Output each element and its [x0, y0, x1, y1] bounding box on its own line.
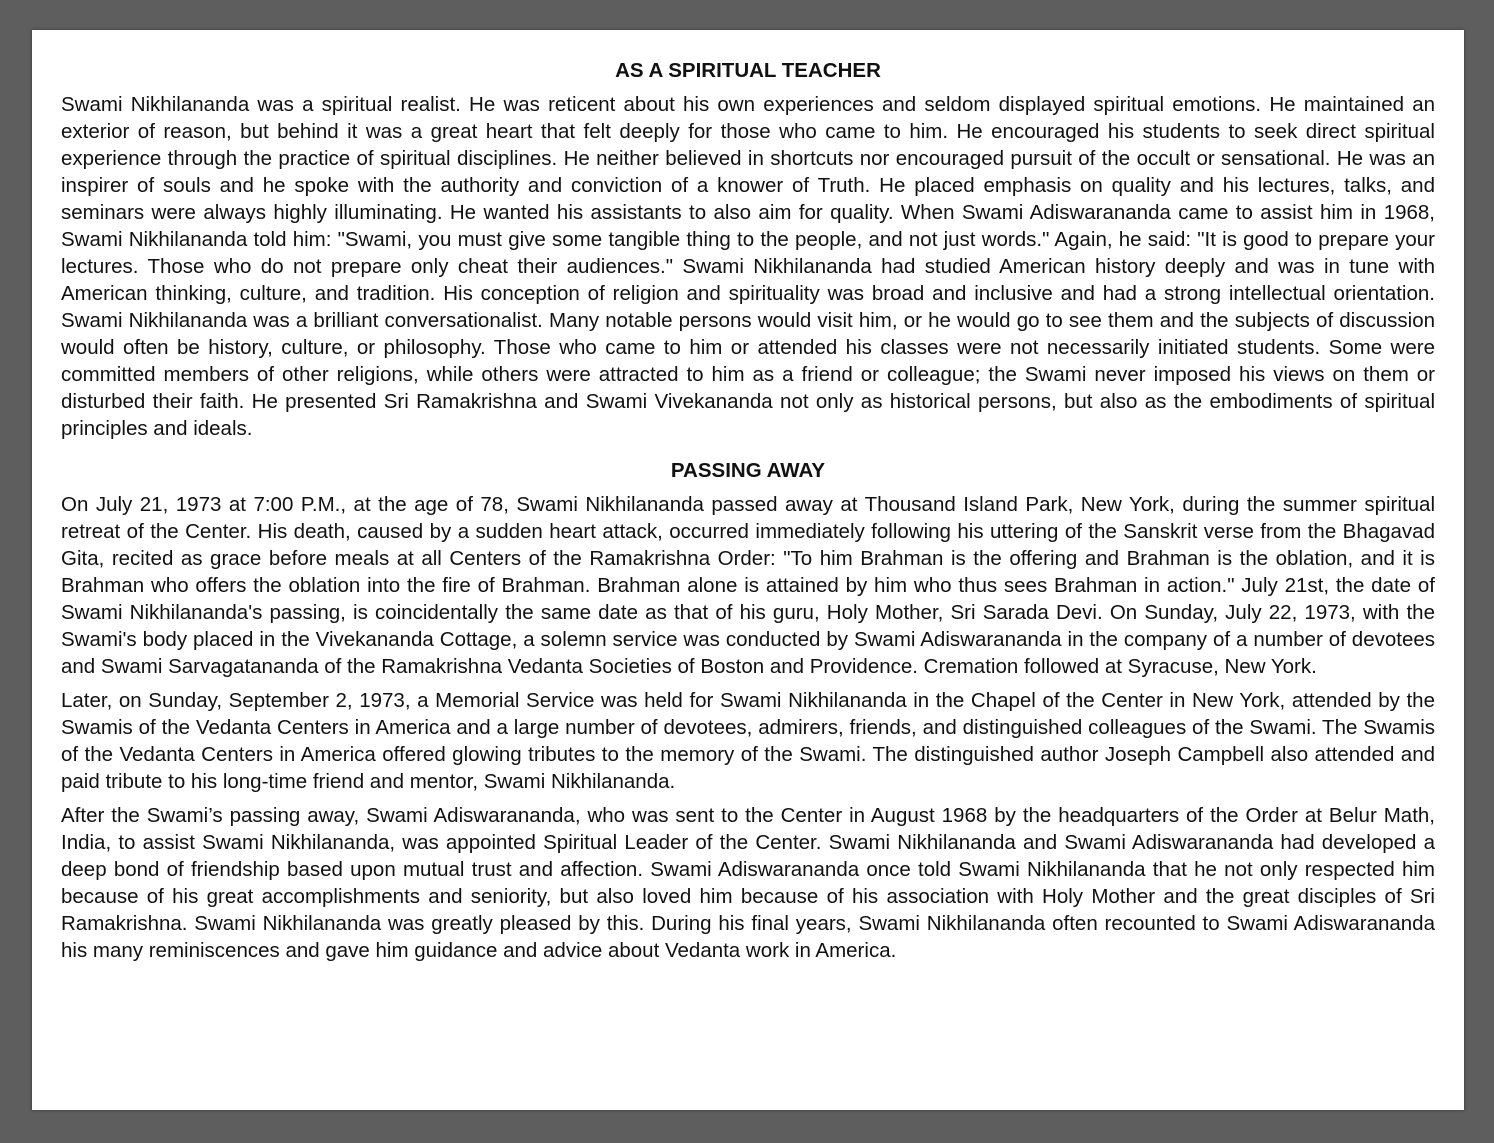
paragraph-passing-away-1: On July 21, 1973 at 7:00 P.M., at the age of 78, Swami Nikhilananda passed away at Thousand Island Park, New York, during the summer spiritual retreat of the Center. His death, caused by a sudden heart attack, occurred immediately following his uttering of the Sanskrit verse from the Bhagavad Gita, recited as grace before meals at all Centers of the Ramakrishna Order: "To him Brahman is the offering and Brahman is the oblation, and it is Brahman who offers the oblation into the fire of Brahman. Brahman alone is attained by him who thus sees Brahman in action." July 21st, the date of Swami Nikhilananda's passing, is coincidentally the same date as that of his guru, Holy Mother, Sri Sarada Devi. On Sunday, July 22, 1973, with the Swami's body placed in the Vivekananda Cottage, a solemn service was conducted by Swami Adiswarananda in the company of a number of devotees and Swami Sarvagatananda of the Ramakrishna Vedanta Societies of Boston and Providence. Cremation followed at Syracuse, New York. [61, 493, 1435, 678]
paragraph-spiritual-teacher: Swami Nikhilananda was a spiritual realist. He was reticent about his own experiences and seldom displayed spiritual emotions. He maintained an exterior of reason, but behind it was a great heart that felt deeply for those who came to him. He encouraged his students to seek direct spiritual experience through the practice of spiritual disciplines. He neither believed in shortcuts nor encouraged pursuit of the occult or sensational. He was an inspirer of souls and he spoke with the authority and conviction of a knower of Truth. He placed emphasis on quality and his lectures, talks, and seminars were always highly illuminating. He wanted his assistants to also aim for quality. When Swami Adiswarananda came to assist him in 1968, Swami Nikhilananda told him: "Swami, you must give some tangible thing to the people, and not just words." Again, he said: "It is good to prepare your lectures. Those who do not prepare only cheat their audiences." Swami Nikhilananda had studied American history deeply and was in tune with American thinking, culture, and tradition. His conception of religion and spirituality was broad and inclusive and had a strong intellectual orientation. Swami Nikhilananda was a brilliant conversationalist. Many notable persons would visit him, or he would go to see them and the subjects of discussion would often be history, culture, or philosophy. Those who came to him or attended his classes were not necessarily initiated students. Some were committed members of other religions, while others were attracted to him as a friend or colleague; the Swami never imposed his views on them or disturbed their faith. He presented Sri Ramakrishna and Swami Vivekananda not only as historical persons, but also as the embodiments of spiritual principles and ideals. [61, 93, 1435, 440]
section-title-spiritual-teacher: AS A SPIRITUAL TEACHER [615, 59, 881, 82]
paragraph-passing-away-2: Later, on Sunday, September 2, 1973, a Memorial Service was held for Swami Nikhilananda in the Chapel of the Center in New York, attended by the Swamis of the Vedanta Centers in America and a large number of devotees, admirers, friends, and distinguished colleagues of the Swami. The Swamis of the Vedanta Centers in America offered glowing tributes to the memory of the Swami. The distinguished author Joseph Campbell also attended and paid tribute to his long-time friend and mentor, Swami Nikhilananda. [61, 689, 1435, 793]
section-title-passing-away: PASSING AWAY [670, 459, 826, 482]
paragraph-passing-away-3: After the Swami’s passing away, Swami Adiswarananda, who was sent to the Center in August 1968 by the headquarters of the Order at Belur Math, India, to assist Swami Nikhilananda, was appointed Spiritual Leader of the Center. Swami Nikhilananda and Swami Adiswarananda had developed a deep bond of friendship based upon mutual trust and affection. Swami Adiswarananda once told Swami Nikhilananda that he not only respected him because of his great accomplishments and seniority, but also loved him because of his association with Holy Mother and the great disciples of Sri Ramakrishna. Swami Nikhilananda was greatly pleased by this. During his final years, Swami Nikhilananda often recounted to Swami Adiswarananda his many reminiscences and gave him guidance and advice about Vedanta work in America. [61, 804, 1435, 962]
document-page [32, 30, 1464, 1110]
